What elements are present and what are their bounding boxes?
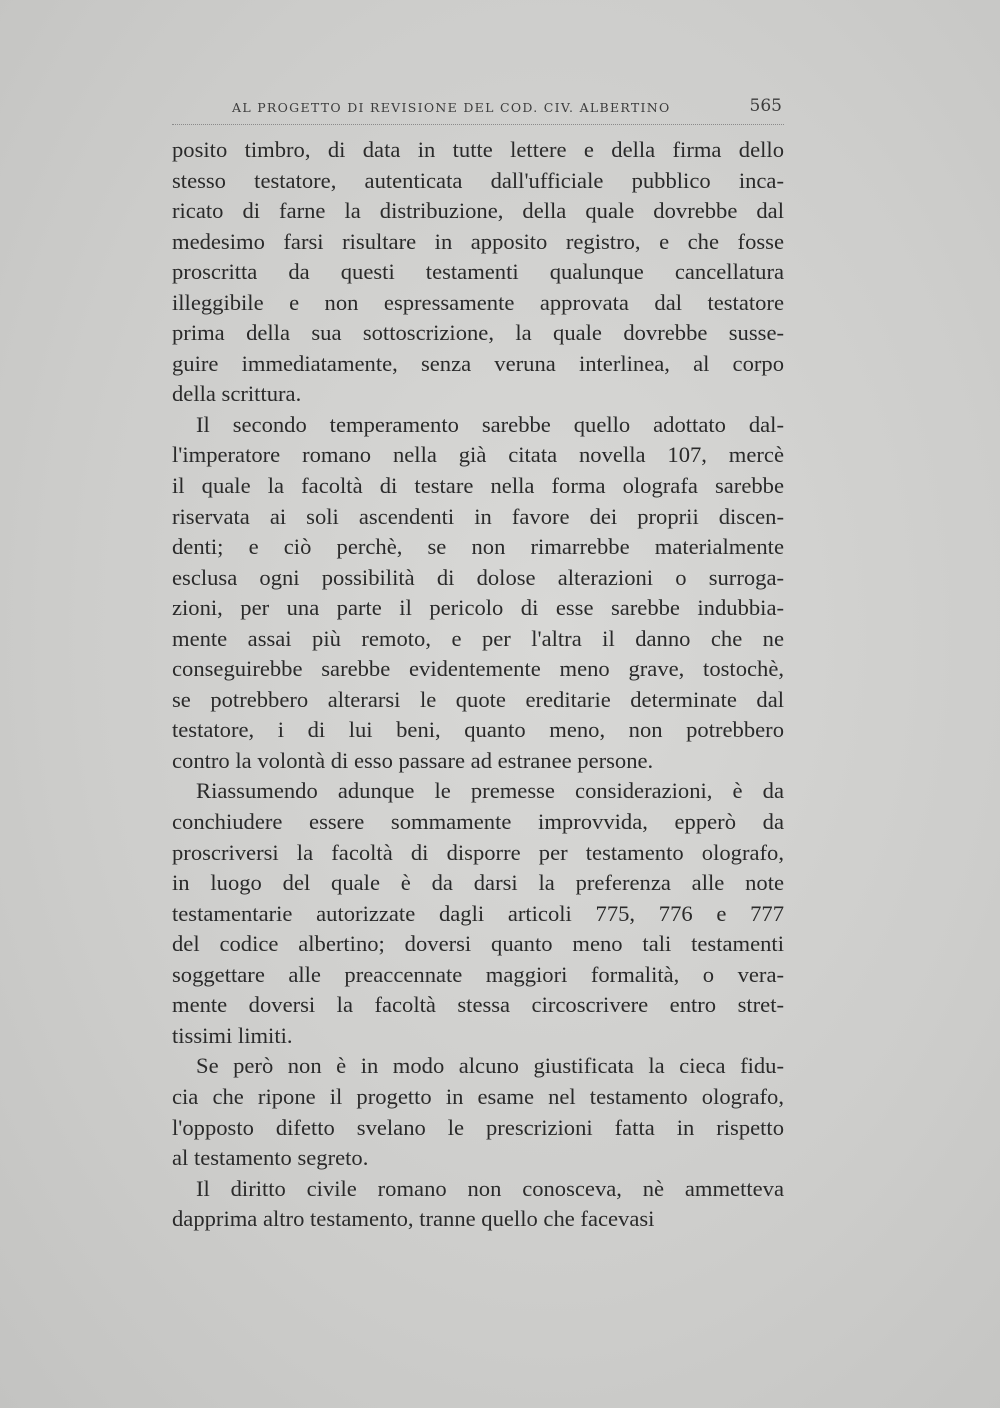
header-rule [172,124,784,125]
text-line: proscritta da questi testamenti qualunque cancellatura [172,259,784,285]
text-line: guire immediatamente, senza veruna interlinea, al corpo [172,350,784,376]
text-line: contro la volontà di esso passare ad estranee persone. [172,747,654,773]
text-line: esclusa ogni possibilità di dolose alterazioni o surroga- [172,564,784,590]
text-line: l'imperatore romano nella già citata novella 107, mercè [172,442,784,468]
paragraph-testamento-segreto [172,1051,784,1173]
text-line: Riassumendo adunque le premesse considerazioni, è da [196,778,784,804]
text-line: conchiudere essere sommamente improvvida, epperò da [172,809,784,835]
text-line: mente assai più remoto, e per l'altra il danno che ne [172,625,784,651]
text-line: illeggibile e non espressamente approvata dal testatore [172,289,784,315]
text-line: Se però non è in modo alcuno giustificata la cieca fidu- [196,1053,784,1079]
text-line: Il secondo temperamento sarebbe quello adottato dal- [196,411,784,437]
paragraph-diritto-romano [172,1174,784,1235]
text-line: Il diritto civile romano non conosceva, nè ammetteva [196,1175,784,1201]
body-text [172,135,784,1235]
text-line: riservata ai soli ascendenti in favore dei proprii discen- [172,503,784,529]
text-line: della scrittura. [172,381,302,407]
text-line: medesimo farsi risultare in apposito registro, e che fosse [172,228,784,254]
text-line: dapprima altro testamento, tranne quello che facevasi [172,1206,655,1232]
text-line: soggettare alle preaccennate maggiori formalità, o vera- [172,961,784,987]
text-line: posito timbro, di data in tutte lettere e della firma dello [172,137,784,162]
paragraph-riassumendo [172,776,784,1051]
text-line: testamentarie autorizzate dagli articoli 775, 776 e 777 [172,900,784,926]
text-line: prima della sua sottoscrizione, la quale dovrebbe susse- [172,320,784,346]
page-header [172,96,784,122]
paragraph-continued [172,135,784,410]
running-head: AL PROGETTO DI REVISIONE DEL COD. CIV. ALBERTINO [232,100,671,115]
text-line: in luogo del quale è da darsi la preferenza alle note [172,870,784,896]
text-line: mente doversi la facoltà stessa circoscrivere entro stret- [172,992,784,1018]
text-line: al testamento segreto. [172,1145,369,1171]
text-line: ricato di farne la distribuzione, della quale dovrebbe dal [172,198,784,224]
text-line: denti; e ciò perchè, se non rimarrebbe materialmente [172,534,784,560]
text-line: del codice albertino; doversi quanto meno tali testamenti [172,931,784,957]
text-line: tissimi limiti. [172,1022,293,1048]
text-line: il quale la facoltà di testare nella forma olografa sarebbe [172,473,784,499]
page-number: 565 [749,96,782,116]
text-line: l'opposto difetto svelano le prescrizioni fatta in rispetto [172,1114,784,1140]
text-line: se potrebbero alterarsi le quote ereditarie determinate dal [172,686,784,712]
paragraph-secondo-temperamento [172,410,784,777]
text-line: testatore, i di lui beni, quanto meno, non potrebbero [172,717,784,743]
text-line: conseguirebbe sarebbe evidentemente meno grave, tostochè, [172,656,784,682]
text-line: cia che ripone il progetto in esame nel testamento olografo, [172,1083,784,1109]
text-line: proscriversi la facoltà di disporre per testamento olografo, [172,839,784,865]
text-line: zioni, per una parte il pericolo di esse sarebbe indubbia- [172,595,784,621]
text-line: stesso testatore, autenticata dall'ufficiale pubblico inca- [172,167,784,193]
